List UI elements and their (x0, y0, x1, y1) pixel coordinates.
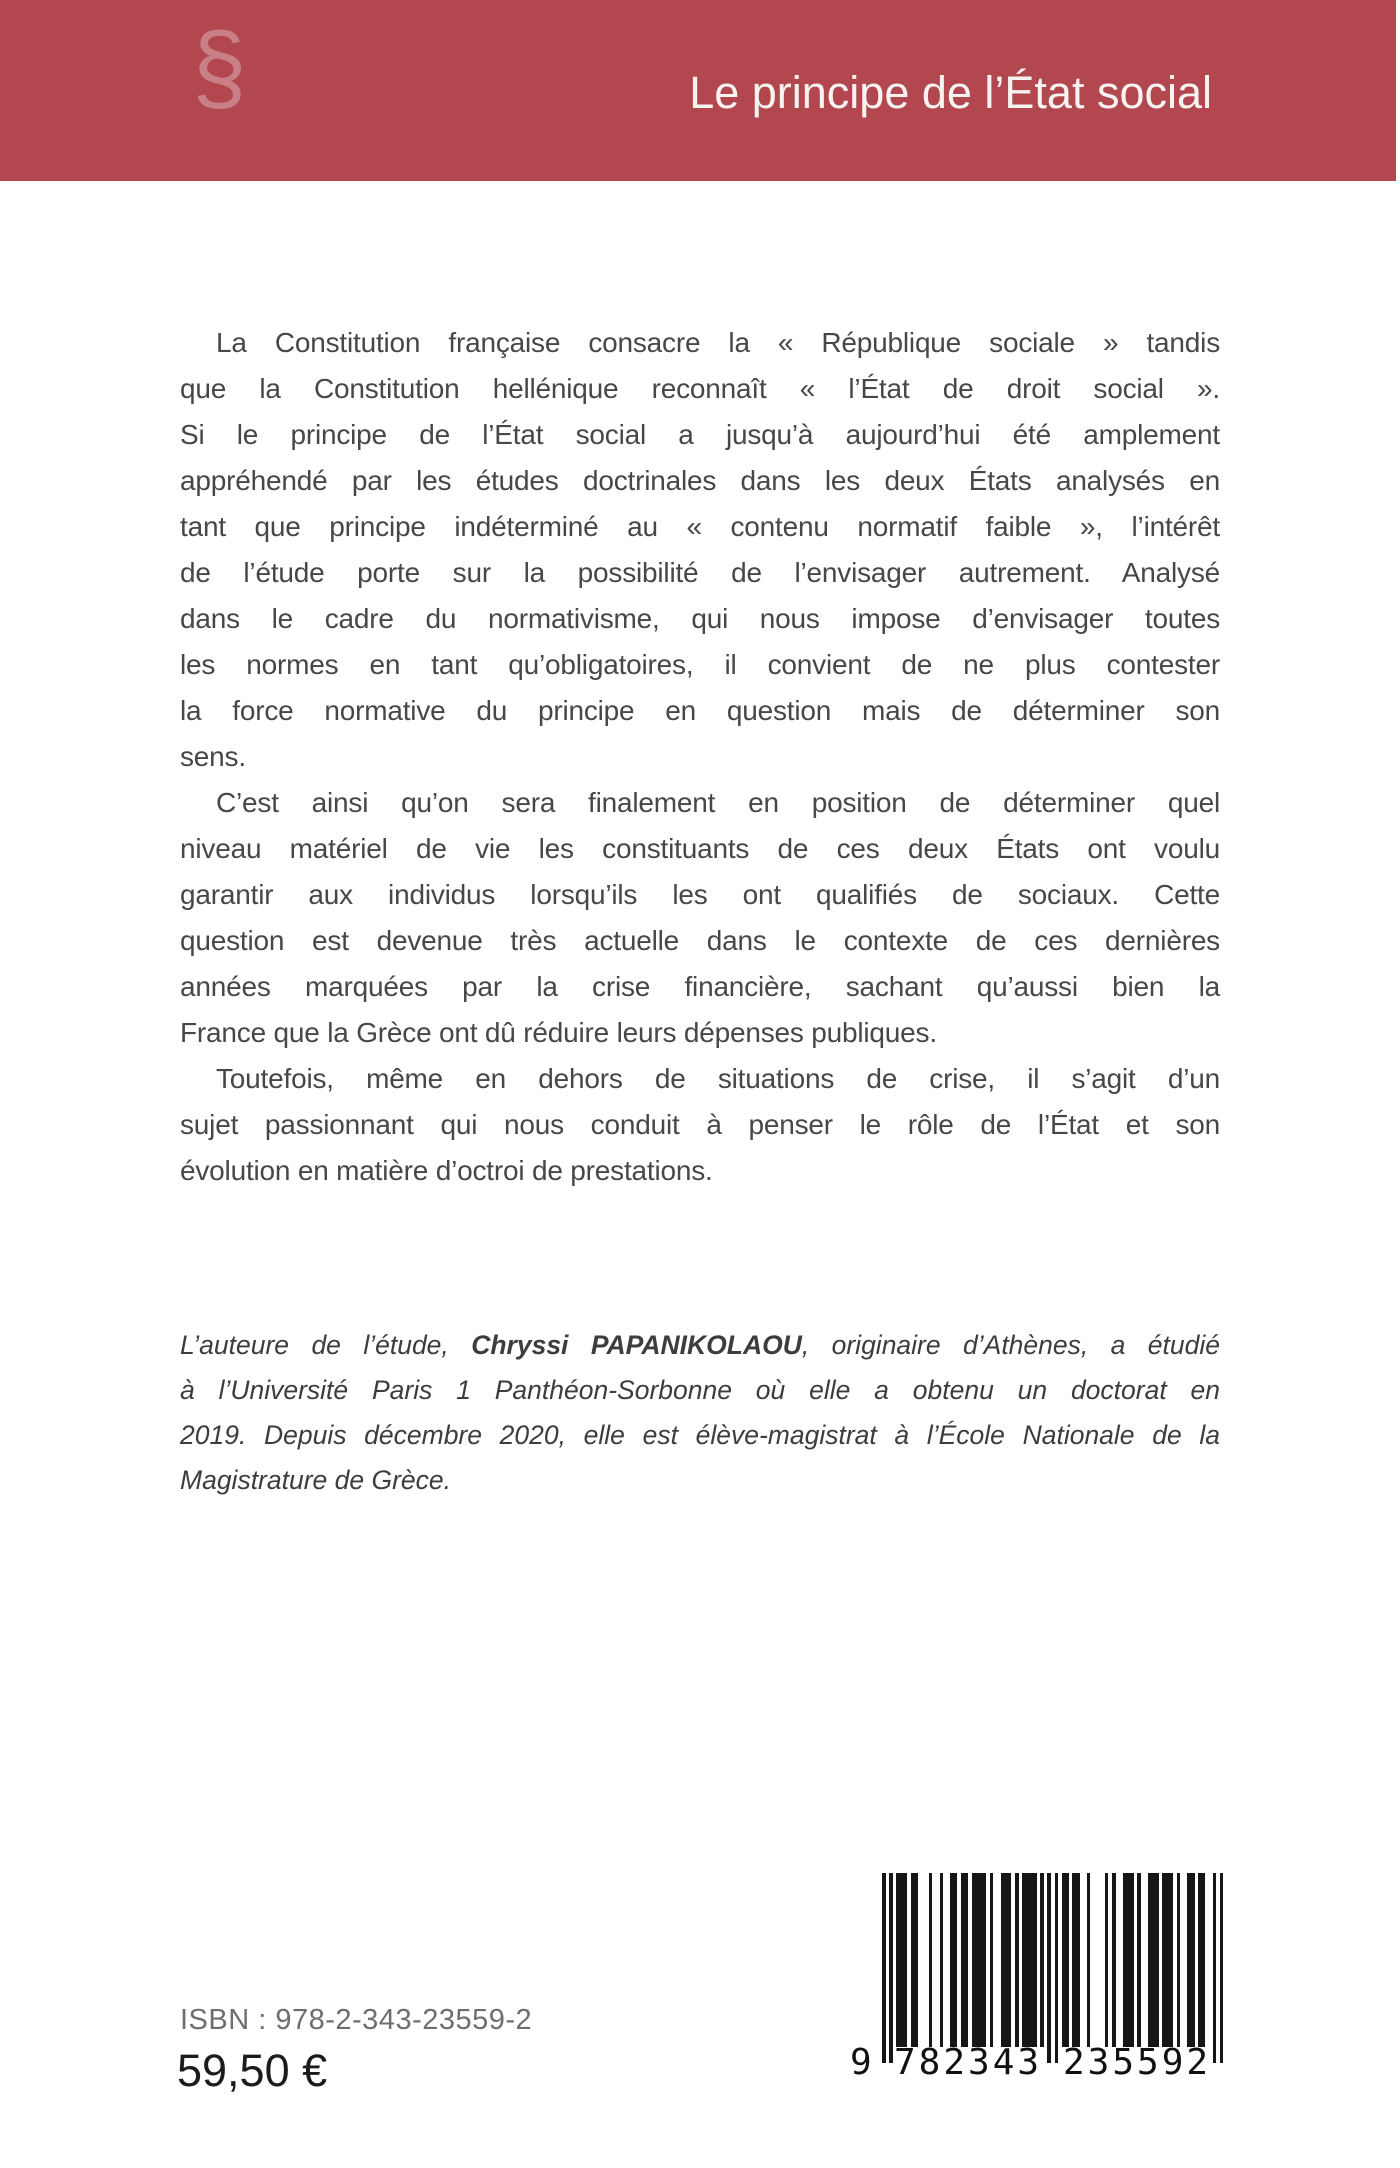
bio-line: à l’Université Paris 1 Panthéon-Sorbonne où elle a obtenu un doctorat en (180, 1375, 1220, 1405)
summary-line: tant que principe indéterminé au « contenu normatif faible », l’intérêt (180, 511, 1220, 542)
bio-text: L’auteure de l’étude, (180, 1330, 472, 1360)
summary-line: C’est ainsi qu’on sera finalement en position de déterminer quel (216, 787, 1220, 818)
summary-line: La Constitution française consacre la « République sociale » tandis (216, 327, 1220, 358)
section-sign-icon: § (192, 12, 247, 122)
summary-line: France que la Grèce ont dû réduire leurs dépenses publiques. (180, 1017, 937, 1048)
barcode-digit-left: 9 (850, 2042, 872, 2083)
barcode (850, 1873, 1224, 2083)
summary-line: que la Constitution hellénique reconnaît « l’État de droit social ». (180, 373, 1220, 404)
summary-line: niveau matériel de vie les constituants de ces deux États ont voulu (180, 833, 1220, 864)
bio-line: Magistrature de Grèce. (180, 1465, 452, 1495)
bio-line: 2019. Depuis décembre 2020, elle est élève-magistrat à l’École Nationale de la (180, 1420, 1220, 1450)
summary-line: évolution en matière d’octroi de prestations. (180, 1155, 713, 1186)
summary-line: appréhendé par les études doctrinales dans les deux États analysés en (180, 465, 1220, 496)
summary-line: les normes en tant qu’obligatoires, il convient de ne plus contester (180, 649, 1220, 680)
summary-line: sens. (180, 741, 246, 772)
summary-line: de l’étude porte sur la possibilité de l’envisager autrement. Analysé (180, 557, 1220, 588)
summary-line: la force normative du principe en question mais de déterminer son (180, 695, 1220, 726)
summary-line: garantir aux individus lorsqu’ils les ont qualifiés de sociaux. Cette (180, 879, 1220, 910)
summary-line: sujet passionnant qui nous conduit à penser le rôle de l’État et son (180, 1109, 1220, 1140)
author-name: Chryssi PAPANIKOLAOU (471, 1330, 802, 1360)
header-band (0, 0, 1396, 181)
barcode-bars (882, 1873, 1224, 2063)
summary-line: Toutefois, même en dehors de situations de crise, il s’agit d’un (216, 1063, 1220, 1094)
price-label: 59,50 € (177, 2045, 328, 2096)
summary-line: question est devenue très actuelle dans le contexte de ces dernières (180, 925, 1220, 956)
isbn-label: ISBN : 978-2-343-23559-2 (180, 2004, 533, 2036)
summary-line: Si le principe de l’État social a jusqu’à aujourd’hui été amplement (180, 419, 1220, 450)
summary-line: années marquées par la crise financière, sachant qu’aussi bien la (180, 971, 1220, 1002)
bio-text: , originaire d’Athènes, a étudié (801, 1330, 1221, 1360)
author-bio (180, 1323, 1220, 1503)
book-title: Le principe de l’État social (689, 67, 1212, 118)
barcode-digits-left: 782343 (894, 2042, 1043, 2083)
summary-text (180, 320, 1220, 1194)
bio-line (180, 1323, 1220, 1368)
summary-line: dans le cadre du normativisme, qui nous impose d’envisager toutes (180, 603, 1220, 634)
barcode-digits-right: 235592 (1063, 2042, 1212, 2083)
